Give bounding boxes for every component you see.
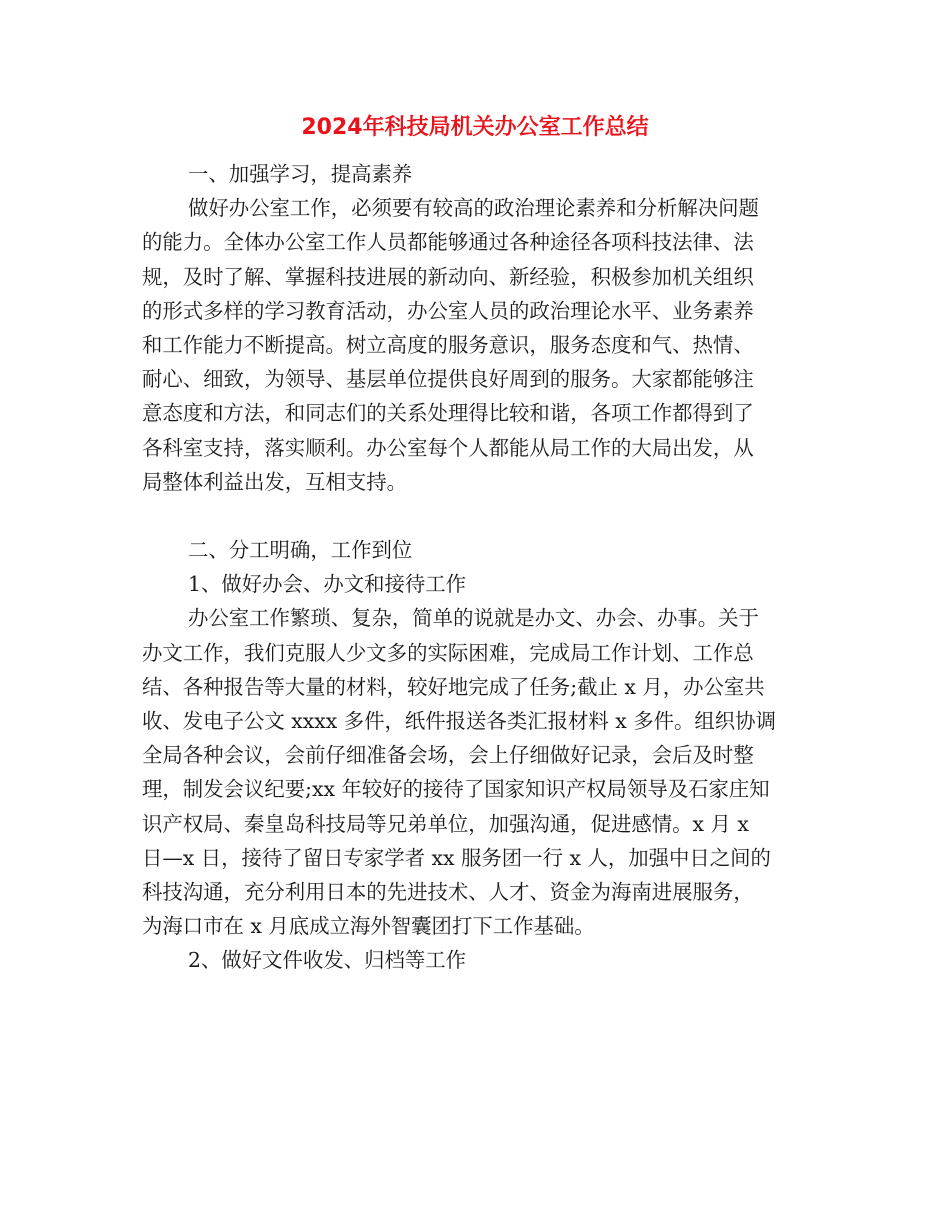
paragraph-line: 日—x 日，接待了留日专家学者 xx 服务团一行 x 人，加强中日之间的 — [142, 845, 771, 870]
paragraph-line: 做好办公室工作，必须要有较高的政治理论素养和分析解决问题 — [188, 196, 759, 221]
paragraph-line: 收、发电子公文 xxxx 多件，纸件报送各类汇报材料 x 多件。组织协调 — [142, 709, 776, 733]
blank-line — [142, 499, 810, 533]
paragraph-line: 为海口市在 x 月底成立海外智囊团打下工作基础。 — [142, 914, 595, 939]
section-heading: 二、分工明确，工作到位 — [188, 538, 413, 563]
paragraph-line: 识产权局、秦皇岛科技局等兄弟单位，加强沟通，促进感情。x 月 x — [142, 811, 749, 836]
paragraph-line: 和工作能力不断提高。树立高度的服务意识，服务态度和气、热情、 — [142, 332, 754, 357]
paragraph-line: 各科室支持，落实顺利。办公室每个人都能从局工作的大局出发，从 — [142, 435, 754, 460]
document-body — [142, 157, 810, 978]
paragraph-line: 耐心、细致，为领导、基层单位提供良好周到的服务。大家都能够注 — [142, 367, 754, 392]
paragraph-line: 科技沟通，充分利用日本的先进技术、人才、资金为海南进展服务， — [142, 879, 754, 904]
paragraph-line: 意态度和方法，和同志们的关系处理得比较和谐，各项工作都得到了 — [142, 401, 754, 426]
paragraph-line: 局整体利益出发，互相支持。 — [142, 469, 408, 494]
paragraph-line: 规，及时了解、掌握科技进展的新动向、新经验，积极参加机关组织 — [142, 264, 754, 289]
document-title: 2024年科技局机关办公室工作总结 — [301, 115, 649, 140]
section-heading: 一、加强学习，提高素养 — [188, 162, 413, 186]
paragraph-line: 办文工作，我们克服人少文多的实际困难，完成局工作计划、工作总 — [142, 640, 754, 665]
paragraph-line: 的形式多样的学习教育活动，办公室人员的政治理论水平、业务素养 — [142, 298, 754, 323]
subsection-heading: 2、做好文件收发、归档等工作 — [188, 948, 467, 973]
paragraph-line: 的能力。全体办公室工作人员都能够通过各种途径各项科技法律、法 — [142, 230, 754, 255]
paragraph-line: 全局各种会议，会前仔细准备会场，会上仔细做好记录，会后及时整 — [142, 743, 754, 768]
paragraph-line: 办公室工作繁琐、复杂，简单的说就是办文、办会、办事。关于 — [188, 606, 759, 631]
paragraph-line: 理，制发会议纪要;xx 年较好的接待了国家知识产权局领导及石家庄知 — [142, 777, 770, 802]
paragraph-line: 结、各种报告等大量的材料，较好地完成了任务;截止 x 月，办公室共 — [142, 674, 765, 699]
subsection-heading: 1、做好办会、办文和接待工作 — [188, 572, 467, 597]
